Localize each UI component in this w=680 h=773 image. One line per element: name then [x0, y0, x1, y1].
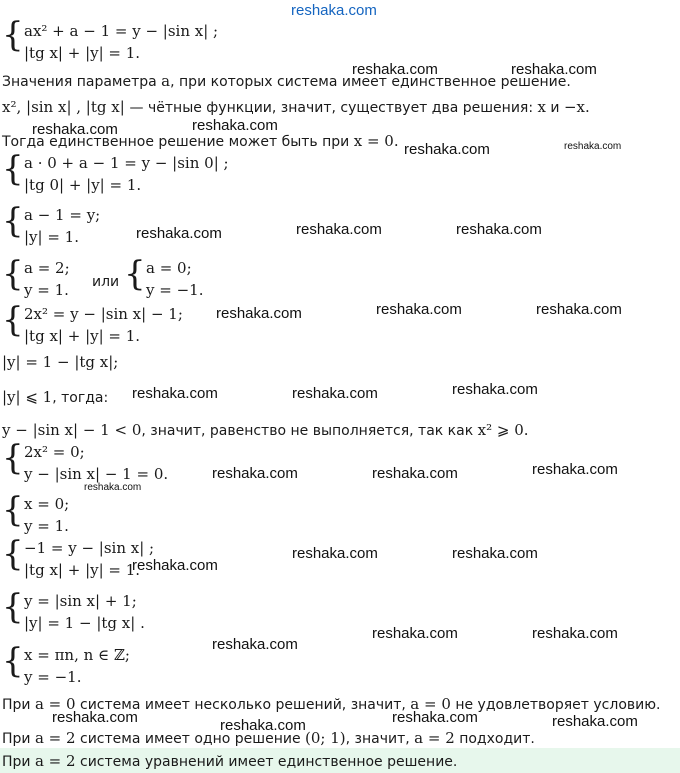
x-var: x — [537, 98, 546, 116]
y-bound-line — [2, 388, 108, 407]
y-equation: |y| = 1 − |tg x|; — [2, 353, 119, 371]
a0-pre: При — [2, 697, 35, 713]
watermark: reshaka.com — [372, 625, 458, 642]
system-11-row-2: y = −1. — [24, 668, 82, 686]
watermark: reshaka.com — [292, 545, 378, 562]
system-2-row-2: |tg 0| + |y| = 1. — [24, 176, 142, 194]
x2-ge-0: x² ⩾ 0. — [477, 421, 529, 439]
system-10-row-1: y = |sin x| + 1; — [24, 592, 137, 610]
brace: { — [2, 149, 24, 189]
watermark: reshaka.com — [552, 713, 638, 730]
watermark: reshaka.com — [132, 557, 218, 574]
then-text-2: , тогда: — [52, 390, 109, 406]
system-4-row-2: y = 1. — [24, 281, 69, 299]
watermark: reshaka.com — [511, 61, 597, 78]
answer-a-eq-2: a = 2 — [34, 752, 76, 770]
system-8-row-1: x = 0; — [24, 495, 70, 513]
watermark-top: reshaka.com — [291, 2, 377, 19]
system-7-row-2: y − |sin x| − 1 = 0. — [24, 465, 169, 483]
brace: { — [2, 587, 24, 627]
watermark: reshaka.com — [532, 625, 618, 642]
a-eq-2: a = 2 — [34, 729, 76, 747]
a-eq-2-2: a = 2 — [414, 729, 455, 747]
watermark: reshaka.com — [392, 709, 478, 726]
watermark: reshaka.com — [192, 117, 278, 134]
inequality-line — [2, 421, 529, 440]
brace: { — [2, 490, 24, 530]
even-line — [2, 98, 590, 117]
system-7-row-1: 2x² = 0; — [24, 443, 85, 461]
brace: { — [2, 15, 24, 55]
a0-mid: система имеет несколько решений, значит, — [75, 697, 411, 713]
system-11-row-1: x = πn, n ∈ ℤ; — [24, 646, 130, 664]
param-text-rest: , при которых система имеет единственное решение. — [170, 74, 571, 90]
watermark: reshaka.com — [452, 545, 538, 562]
even-funcs: x², |sin x| , |tg x| — [2, 98, 130, 116]
a2-post: подходит. — [454, 731, 535, 747]
system-2-row-1: a · 0 + a − 1 = y − |sin 0| ; — [24, 154, 229, 172]
a0-post: не удовлетворяет условию. — [450, 697, 661, 713]
a2-line — [2, 729, 535, 748]
a-eq-0-2: a = 0 — [410, 695, 451, 713]
system-8-row-2: y = 1. — [24, 517, 69, 535]
inequality-text: , значит, равенство не выполняется, так как — [141, 423, 478, 439]
watermark: reshaka.com — [352, 61, 438, 78]
watermark: reshaka.com — [136, 225, 222, 242]
watermark: reshaka.com — [376, 301, 462, 318]
answer-box — [0, 748, 680, 773]
answer-line — [2, 752, 457, 771]
system-9-row-1: −1 = y − |sin x| ; — [24, 539, 155, 557]
param-text: Значения параметра — [2, 74, 162, 90]
param-line — [2, 72, 571, 91]
brace: { — [2, 254, 24, 294]
a2-pre: При — [2, 731, 35, 747]
watermark: reshaka.com — [220, 717, 306, 734]
watermark: reshaka.com — [32, 121, 118, 138]
a-eq-0: a = 0 — [34, 695, 76, 713]
system-6-row-1: 2x² = y − |sin x| − 1; — [24, 305, 183, 323]
system-1-row-2: |tg x| + |y| = 1. — [24, 44, 141, 62]
brace: { — [124, 254, 146, 294]
inequality: y − |sin x| − 1 < 0 — [2, 421, 142, 439]
solution-point: (0; 1) — [305, 729, 346, 747]
system-6-row-2: |tg x| + |y| = 1. — [24, 327, 141, 345]
watermark: reshaka.com — [532, 461, 618, 478]
answer-pre: При — [2, 754, 35, 770]
then-line — [2, 132, 399, 151]
brace: { — [2, 438, 24, 478]
then-text: Тогда единственное решение может быть при — [2, 134, 354, 150]
system-3-row-2: |y| = 1. — [24, 228, 79, 246]
system-5-row-1: a = 0; — [146, 259, 192, 277]
or-text: или — [92, 274, 120, 290]
watermark: reshaka.com — [452, 381, 538, 398]
watermark: reshaka.com — [84, 482, 142, 493]
watermark: reshaka.com — [132, 385, 218, 402]
watermark: reshaka.com — [216, 305, 302, 322]
watermark: reshaka.com — [536, 301, 622, 318]
even-text: — чётные функции, значит, существует два решения: — [129, 100, 538, 116]
brace: { — [2, 300, 24, 340]
and-text: и — [545, 100, 564, 116]
param-var: a — [161, 72, 171, 90]
watermark: reshaka.com — [212, 636, 298, 653]
a2-mid2: , значит, — [345, 731, 415, 747]
y-bound: |y| ⩽ 1 — [2, 388, 53, 406]
watermark: reshaka.com — [292, 385, 378, 402]
x-eq-0: x = 0. — [353, 132, 399, 150]
watermark: reshaka.com — [456, 221, 542, 238]
watermark: reshaka.com — [212, 465, 298, 482]
brace: { — [2, 201, 24, 241]
system-1-row-1: ax² + a − 1 = y − |sin x| ; — [24, 22, 219, 40]
watermark: reshaka.com — [404, 141, 490, 158]
system-3-row-1: a − 1 = y; — [24, 206, 101, 224]
system-9-row-2: |tg x| + |y| = 1. — [24, 561, 141, 579]
minus-x: −x. — [563, 98, 590, 116]
answer-text: система уравнений имеет единственное решение. — [75, 754, 458, 770]
system-4-row-1: a = 2; — [24, 259, 70, 277]
watermark: reshaka.com — [372, 465, 458, 482]
system-5-row-2: y = −1. — [146, 281, 204, 299]
system-10-row-2: |y| = 1 − |tg x| . — [24, 614, 145, 632]
brace: { — [2, 534, 24, 574]
watermark: reshaka.com — [52, 709, 138, 726]
watermark: reshaka.com — [296, 221, 382, 238]
a2-mid: система имеет одно решение — [75, 731, 306, 747]
brace: { — [2, 641, 24, 681]
watermark: reshaka.com — [564, 141, 622, 152]
